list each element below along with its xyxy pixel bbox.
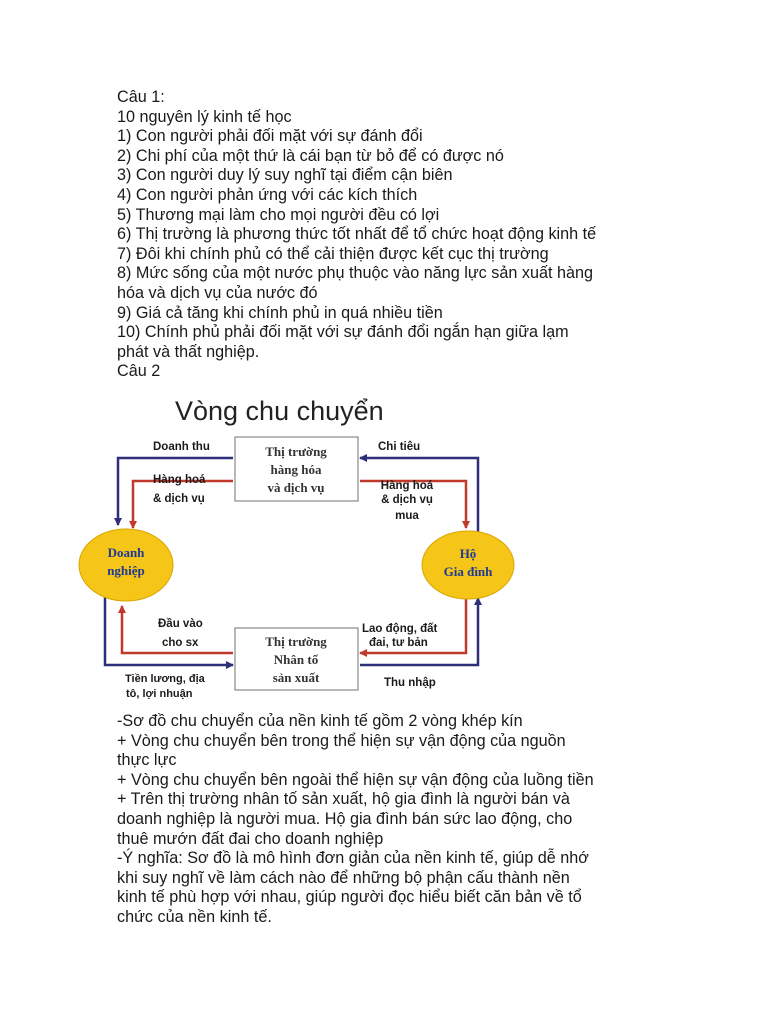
box-label: Nhân tố	[273, 652, 319, 667]
text-line: 5) Thương mại làm cho mọi người đều có lợi	[117, 205, 440, 224]
text-line: 9) Giá cả tăng khi chính phủ in quá nhiều tiền	[117, 303, 443, 322]
text-line: 7) Đôi khi chính phủ có thể cải thiện được kết cục thị trường	[117, 244, 549, 263]
text-line: kinh tế phù hợp với nhau, giúp người đọc hiểu biết căn bản về tổ	[117, 888, 582, 907]
label-goods-left: Hàng hoá	[153, 474, 206, 486]
text-line: hóa và dịch vụ của nước đó	[117, 283, 318, 302]
text-line: 3) Con người duy lý suy nghĩ tại điểm cận biên	[117, 166, 453, 185]
text-line: phát và thất nghiệp.	[117, 342, 260, 361]
label-goods-right: & dịch vụ	[381, 494, 433, 506]
label-goods-right: Hàng hoá	[380, 480, 434, 492]
box-label: sản xuất	[272, 670, 320, 685]
text-line: -Sơ đồ chu chuyển của nền kinh tế gồm 2 vòng khép kín	[117, 712, 523, 730]
factor-market-box	[235, 628, 358, 690]
box-label: hàng hóa	[270, 462, 322, 477]
household-oval	[422, 531, 514, 599]
text-line: + Vòng chu chuyển bên ngoài thể hiện sự vận động của luồng tiền	[117, 770, 594, 789]
text-line: 4) Con người phản ứng với các kích thích	[117, 185, 418, 204]
firm-oval	[79, 529, 173, 601]
money-flow-top-left	[118, 458, 233, 525]
text-line: Câu 1:	[117, 88, 165, 106]
text-line: 10 nguyên lý kinh tế học	[117, 107, 292, 126]
label-goods-left: & dịch vụ	[153, 493, 205, 505]
text-line: + Trên thị trường nhân tố sản xuất, hộ gia đình là người bán và	[117, 790, 570, 809]
oval-label: Hộ	[459, 546, 477, 561]
label-doanh-thu: Doanh thu	[153, 441, 210, 453]
text-line: 1) Con người phải đối mặt với sự đánh đổi	[117, 127, 423, 146]
label-inputs: cho sx	[162, 637, 199, 649]
text-line: chức của nền kinh tế.	[117, 907, 272, 926]
text-line: -Ý nghĩa: Sơ đồ là mô hình đơn giản của nền kinh tế, giúp dễ nhớ	[117, 849, 589, 868]
text-line: 8) Mức sống của một nước phụ thuộc vào năng lực sản xuất hàng	[117, 264, 593, 283]
question-2-text	[117, 712, 594, 928]
text-line: Câu 2	[117, 362, 161, 381]
label-goods-right: mua	[395, 510, 419, 522]
oval-label: Doanh	[107, 545, 145, 560]
label-wages: Tiền lương, địa	[125, 673, 205, 685]
box-label: và dịch vụ	[267, 480, 325, 495]
diagram-title: Vòng chu chuyển	[175, 396, 384, 426]
box-label: Thị trường	[265, 634, 327, 649]
label-wages: tô, lợi nhuận	[126, 688, 193, 700]
oval-label: nghiệp	[107, 563, 145, 578]
label-chi-tieu: Chi tiêu	[378, 441, 421, 453]
text-line: 6) Thị trường là phương thức tốt nhất để tổ chức hoạt động kinh tế	[117, 225, 597, 244]
label-income: Thu nhập	[384, 677, 436, 689]
text-line: 10) Chính phủ phải đối mặt với sự đánh đổi ngắn hạn giữa lạm	[117, 323, 569, 342]
label-factors: Lao động, đất	[362, 623, 438, 635]
text-line: 2) Chi phí của một thứ là cái bạn từ bỏ để có được nó	[117, 146, 504, 165]
text-line: + Vòng chu chuyển bên trong thể hiện sự vận động của nguồn	[117, 731, 566, 750]
text-line: thuê mướn đất đai cho doanh nghiệp	[117, 829, 384, 848]
text-line: thực lực	[117, 751, 177, 770]
oval-label: Gia đình	[443, 564, 493, 579]
goods-market-box	[235, 437, 358, 501]
box-label: Thị trường	[265, 444, 327, 459]
text-line: khi suy nghĩ về làm cách nào để những bộ phận cấu thành nền	[117, 868, 570, 887]
text-line: doanh nghiệp là người mua. Hộ gia đình bán sức lao động, cho	[117, 809, 573, 828]
label-factors: đai, tư bản	[369, 637, 428, 649]
label-inputs: Đầu vào	[158, 618, 203, 630]
